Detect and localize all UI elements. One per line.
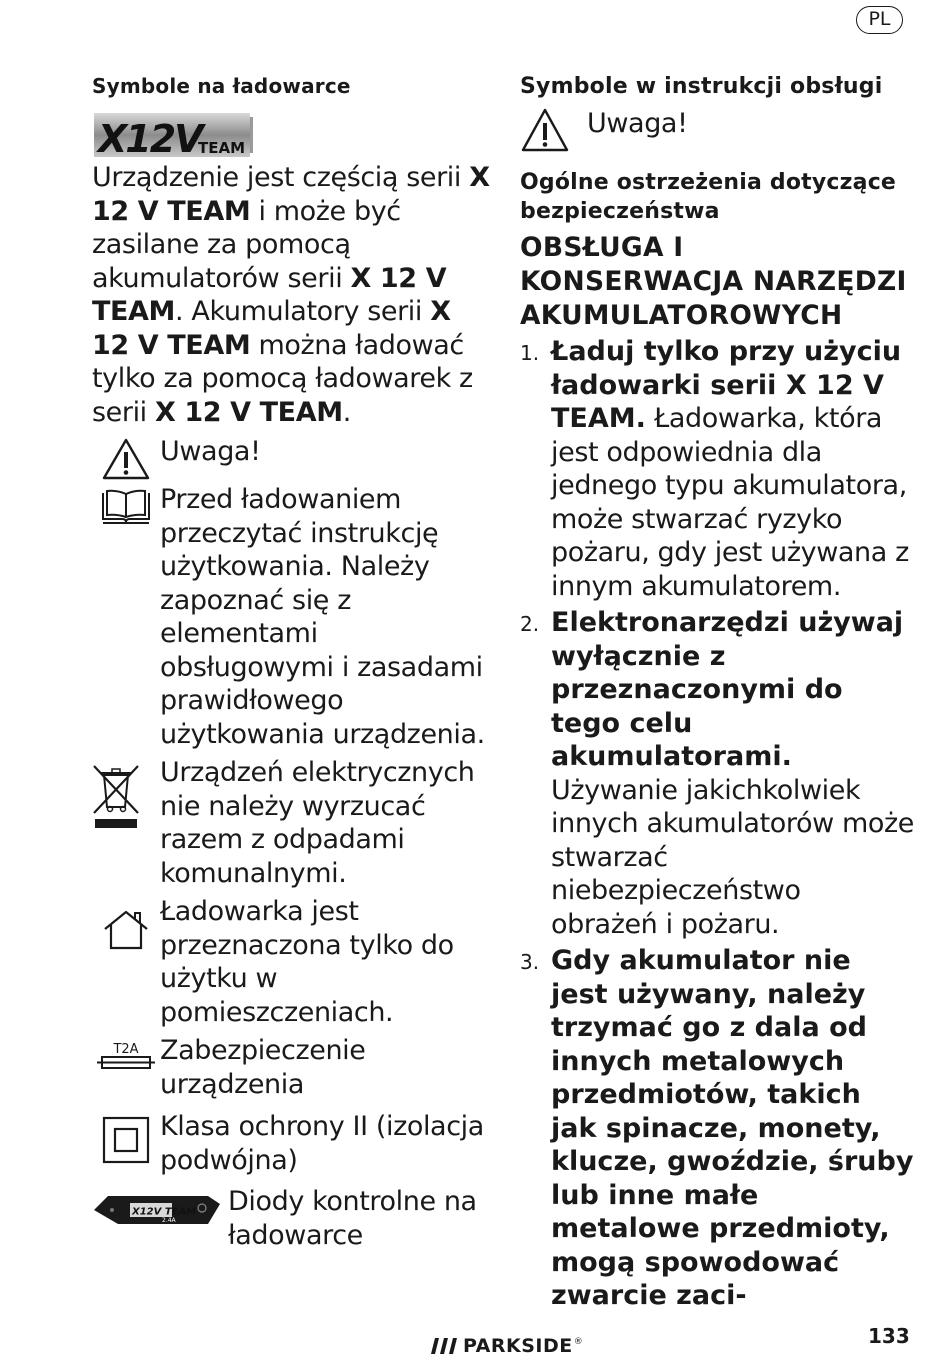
item-bold-text: Elektronarzędzi używaj wyłącznie z przeznaczonymi do tego celu akumulatorami. xyxy=(551,607,904,772)
charger-symbol-list xyxy=(92,435,492,1252)
fuse-icon xyxy=(92,1034,160,1074)
fuse-label: T2A xyxy=(113,1042,139,1057)
symbol-row-indoor xyxy=(92,895,492,1029)
item-number: 1. xyxy=(520,341,540,365)
intro-text-run: Urządzenie jest częścią serii xyxy=(92,162,470,193)
x12v-team-logo xyxy=(92,111,256,161)
registered-mark: ® xyxy=(573,1337,583,1347)
section-title: OBSŁUGA I KONSERWACJA NARZĘDZI AKUMULATOROWYCH xyxy=(520,232,907,331)
intro-text-run: i może być zasilane za pomocą akumulatorów serii xyxy=(92,195,401,294)
series-name-text: X 12 V TEAM xyxy=(154,396,343,428)
safety-subheading: Ogólne ostrzeżenia dotyczące bezpieczeństwa xyxy=(520,170,897,224)
instruction-item xyxy=(520,606,915,941)
symbol-row-manual xyxy=(92,483,492,751)
crossed-bin-icon xyxy=(92,756,140,829)
svg-text:X12V: X12V xyxy=(98,117,202,161)
double-insulation-icon xyxy=(92,1110,160,1164)
intro-text-run: można ładować tylko za pomocą ładowarek z serii xyxy=(92,329,473,428)
item-text xyxy=(551,335,915,603)
series-name-text: X 12 V TEAM xyxy=(92,162,490,227)
instruction-item xyxy=(520,944,915,1313)
item-bold-text: Ładuj tylko przy użyciu ładowarki serii X 12 V TEAM. xyxy=(551,336,902,434)
manual-symbols-heading: Symbole w instrukcji obsługi xyxy=(520,74,883,99)
item-number: 3. xyxy=(520,950,540,974)
item-normal-text: Ładowarka, która jest odpowiednia dla jednego typu akumulatora, może stwarzać ryzyko pożaru, gdy jest używana z innym akumulatorem. xyxy=(551,403,909,602)
symbol-text-leds: Diody kontrolne na ładowarce xyxy=(228,1186,477,1251)
symbol-row-class2 xyxy=(92,1110,492,1177)
brand-name: PARKSIDE xyxy=(463,1335,573,1357)
symbol-row-leds xyxy=(92,1185,492,1252)
symbol-text-weee: Urządzeń elektrycznych nie należy wyrzucać razem z odpadami komunalnymi. xyxy=(160,757,475,889)
item-number: 2. xyxy=(520,612,540,636)
series-name-text: X 12 V TEAM xyxy=(92,262,447,327)
parkside-stripes-icon xyxy=(430,1337,458,1355)
charger-leds-icon xyxy=(92,1185,228,1230)
series-intro-text xyxy=(92,161,492,429)
intro-text-run: . Akumulatory serii xyxy=(175,296,431,327)
x12v-team-logo-icon xyxy=(92,111,256,161)
page-number: 133 xyxy=(868,1324,910,1348)
led-logo-label: X12V TEAM xyxy=(132,1206,197,1218)
symbol-row-fuse xyxy=(92,1034,492,1101)
item-normal-text: Używanie jakichkolwiek innych akumulatorów może stwarzać niebezpieczeństwo obrażeń i pożaru. xyxy=(551,774,914,940)
language-badge: PL xyxy=(856,6,903,34)
brand-logo xyxy=(430,1331,583,1361)
item-text xyxy=(551,606,915,941)
warning-triangle-icon xyxy=(520,107,587,153)
safety-instruction-list xyxy=(520,335,915,1313)
manual-warning-text: Uwaga! xyxy=(587,108,688,139)
symbol-text-warning: Uwaga! xyxy=(160,436,261,467)
charger-symbols-heading: Symbole na ładowarce xyxy=(92,74,351,98)
svg-text:TEAM: TEAM xyxy=(198,139,246,157)
symbol-text-manual: Przed ładowaniem przeczytać instrukcję użytkowania. Należy zapoznać się z elementami obsługowymi i zasadami prawidłowego użytkowania urządzenia. xyxy=(160,484,485,750)
series-name-text: X 12 V TEAM xyxy=(92,296,451,361)
right-column xyxy=(520,72,915,1313)
symbol-text-fuse: Zabezpieczenie urządzenia xyxy=(160,1035,366,1100)
led-current-label: 2.4A xyxy=(162,1217,176,1224)
manual-warning-row xyxy=(520,107,915,157)
indoor-house-icon xyxy=(92,895,160,951)
left-column xyxy=(92,72,492,1252)
intro-text-run: . xyxy=(342,396,351,428)
manual-book-icon xyxy=(92,483,160,525)
symbol-row-warning xyxy=(92,435,492,481)
item-bold-text: Gdy akumulator nie jest używany, należy trzymać go z dala od innych metalowych przedmiotów, takich jak spinacze, monety, klucze, gwoździe, śruby lub inne małe metalowe przedmioty, mogą spowodować zwarcie zaci- xyxy=(551,945,914,1311)
warning-triangle-icon xyxy=(92,435,160,481)
instruction-item xyxy=(520,335,915,603)
symbol-text-class2: Klasa ochrony II (izolacja podwójna) xyxy=(160,1111,484,1176)
symbol-row-weee xyxy=(92,756,492,890)
item-text xyxy=(551,944,915,1313)
symbol-text-indoor: Ładowarka jest przeznaczona tylko do użytku w pomieszczeniach. xyxy=(160,896,454,1028)
